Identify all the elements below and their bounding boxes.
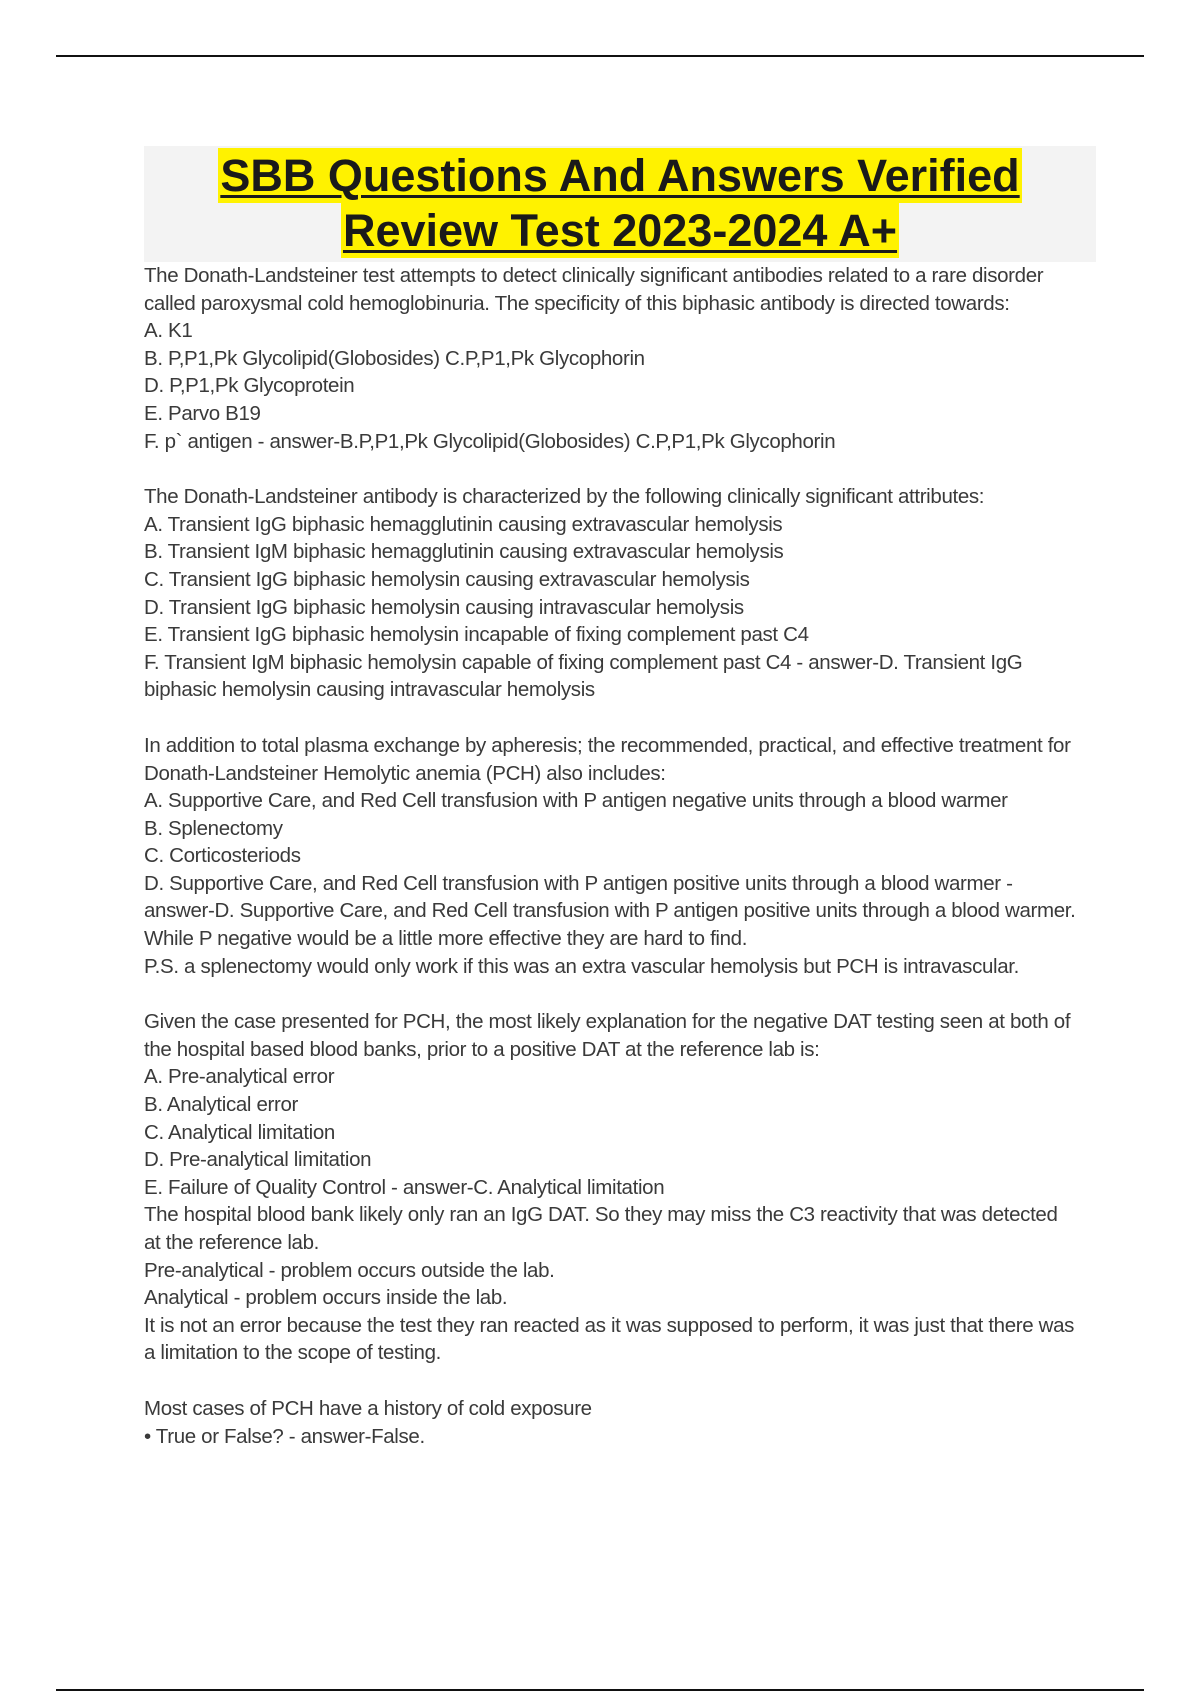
- question-block-3: [144, 732, 1090, 980]
- text-line: E. Transient IgG biphasic hemolysin incapable of fixing complement past C4: [144, 623, 809, 647]
- text-line: Donath-Landsteiner Hemolytic anemia (PCH) also includes:: [144, 761, 666, 785]
- question-block-2: [144, 483, 1090, 704]
- text-line: D. Supportive Care, and Red Cell transfusion with P antigen positive units through a blood warmer -: [144, 871, 1013, 895]
- title-line-2: Review Test 2023-2024 A+: [342, 205, 898, 256]
- page-top-rule: [56, 55, 1144, 57]
- text-line: F. p` antigen - answer-B.P,P1,Pk Glycolipid(Globosides) C.P,P1,Pk Glycophorin: [144, 429, 836, 453]
- text-line: called paroxysmal cold hemoglobinuria. The specificity of this biphasic antibody is directed towards:: [144, 291, 1010, 315]
- text-line: F. Transient IgM biphasic hemolysin capable of fixing complement past C4 - answer-D. Transient IgG: [144, 650, 1023, 674]
- text-line: • True or False? - answer-False.: [144, 1424, 425, 1448]
- text-line: the hospital based blood banks, prior to a positive DAT at the reference lab is:: [144, 1037, 820, 1061]
- text-line: B. P,P1,Pk Glycolipid(Globosides) C.P,P1,Pk Glycophorin: [144, 346, 645, 370]
- text-line: While P negative would be a little more effective they are hard to find.: [144, 927, 748, 951]
- question-block-4: [144, 1008, 1090, 1367]
- text-line: D. Transient IgG biphasic hemolysin causing intravascular hemolysis: [144, 595, 744, 619]
- text-line: C. Corticosteriods: [144, 844, 301, 868]
- document-title: [144, 146, 1096, 262]
- text-line: A. Transient IgG biphasic hemagglutinin causing extravascular hemolysis: [144, 512, 783, 536]
- text-line: The Donath-Landsteiner test attempts to detect clinically significant antibodies related to a rare disorder: [144, 264, 1044, 287]
- text-line: D. P,P1,Pk Glycoprotein: [144, 374, 355, 398]
- text-line: C. Transient IgG biphasic hemolysin causing extravascular hemolysis: [144, 567, 750, 591]
- text-line: B. Transient IgM biphasic hemagglutinin causing extravascular hemolysis: [144, 540, 784, 564]
- question-block-5: [144, 1395, 1090, 1450]
- text-line: B. Splenectomy: [144, 816, 283, 840]
- text-line: The hospital blood bank likely only ran an IgG DAT. So they may miss the C3 reactivity that was detected: [144, 1203, 1058, 1227]
- text-line: at the reference lab.: [144, 1231, 319, 1254]
- text-line: E. Failure of Quality Control - answer-C. Analytical limitation: [144, 1175, 665, 1199]
- text-line: answer-D. Supportive Care, and Red Cell transfusion with P antigen positive units through a blood warmer.: [144, 899, 1076, 923]
- text-line: Analytical - problem occurs inside the lab.: [144, 1286, 508, 1310]
- text-line: Given the case presented for PCH, the most likely explanation for the negative DAT testing seen at both of: [144, 1010, 1071, 1034]
- text-line: In addition to total plasma exchange by apheresis; the recommended, practical, and effective treatment for: [144, 733, 1071, 757]
- text-line: It is not an error because the test they ran reacted as it was supposed to perform, it was just that there was: [144, 1313, 1075, 1337]
- text-line: A. Pre-analytical error: [144, 1065, 335, 1089]
- text-line: A. K1: [144, 319, 193, 343]
- text-line: E. Parvo B19: [144, 401, 261, 425]
- text-line: D. Pre-analytical limitation: [144, 1148, 372, 1172]
- text-line: Most cases of PCH have a history of cold exposure: [144, 1396, 592, 1420]
- text-line: A. Supportive Care, and Red Cell transfusion with P antigen negative units through a blood warmer: [144, 789, 1008, 813]
- text-line: P.S. a splenectomy would only work if this was an extra vascular hemolysis but PCH is intravascular.: [144, 954, 1019, 978]
- text-line: biphasic hemolysin causing intravascular hemolysis: [144, 678, 595, 702]
- question-block-1: [144, 262, 1090, 455]
- text-line: B. Analytical error: [144, 1093, 298, 1117]
- text-line: a limitation to the scope of testing.: [144, 1341, 442, 1365]
- document-body: [144, 146, 1090, 1450]
- text-line: The Donath-Landsteiner antibody is characterized by the following clinically significant attributes:: [144, 485, 985, 509]
- text-line: C. Analytical limitation: [144, 1120, 335, 1144]
- text-line: Pre-analytical - problem occurs outside the lab.: [144, 1258, 555, 1282]
- title-line-1: SBB Questions And Answers Verified: [220, 150, 1020, 201]
- page-bottom-rule: [56, 1689, 1144, 1691]
